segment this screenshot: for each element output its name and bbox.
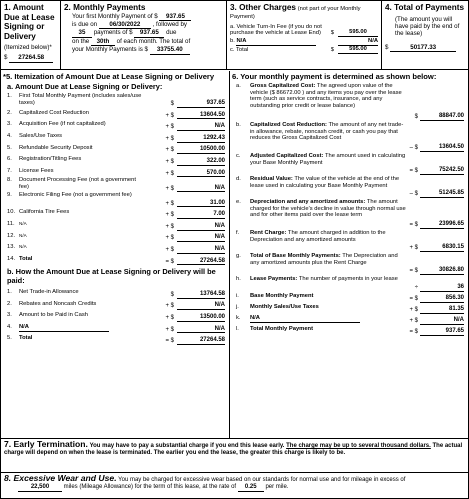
how-paid-items <box>1 287 229 345</box>
item-heading: N/A <box>250 315 360 323</box>
line-label: California Tire Fees <box>19 209 70 216</box>
line-number: 14. <box>7 255 16 262</box>
item-value: 75242.50 <box>420 167 464 175</box>
line-number: 2. <box>7 109 12 116</box>
line-number: 1. <box>7 92 12 99</box>
item-letter: j. <box>236 304 239 310</box>
line-value: N/A <box>177 246 225 254</box>
line-label: Total <box>19 255 33 262</box>
determination-item <box>230 326 468 336</box>
operator: + $ <box>165 200 174 207</box>
other-charges-total-label: c. Total <box>230 47 249 53</box>
line-value: 570.00 <box>177 170 225 178</box>
item-heading: Gross Capitalized Cost: <box>250 83 316 89</box>
line-label: N/A <box>19 220 27 226</box>
excess-mile-rate-value: 0.25 <box>238 484 264 492</box>
line-item <box>1 231 229 243</box>
monthly-payment-determination-section <box>230 71 468 438</box>
operator: + $ <box>165 135 174 142</box>
amount-due-currency: $ <box>4 54 8 62</box>
item-heading: Total Monthly Payment <box>250 326 314 332</box>
line-number: 1. <box>7 288 12 295</box>
total-of-payments-box <box>382 1 468 69</box>
operator: – $ <box>409 145 418 152</box>
other-charges-total-value: 595.00 <box>338 46 378 54</box>
item-letter: l. <box>236 326 239 332</box>
item-heading: Rent Charge: <box>250 230 287 236</box>
line-item <box>1 333 229 345</box>
item-value: N/A <box>420 317 464 325</box>
line-value: N/A <box>177 185 225 193</box>
line-number: 4. <box>7 323 12 330</box>
other-charges-title: 3. Other Charges <box>230 3 296 12</box>
monthly-total-value: 33755.40 <box>150 46 190 54</box>
line-number: 5. <box>7 144 12 151</box>
operator: + $ <box>165 124 174 131</box>
item-heading: Adjusted Capitalized Cost: <box>250 153 324 159</box>
total-of-payments-title: 4. Total of Payments <box>385 3 465 12</box>
item-value: 13604.50 <box>420 144 464 152</box>
line-value: 1292.43 <box>177 135 225 143</box>
item-letter: e. <box>236 199 241 205</box>
operator: + $ <box>165 170 174 177</box>
line-number: 3. <box>7 312 12 319</box>
determination-item <box>230 199 468 229</box>
currency-sign: $ <box>330 30 334 37</box>
determination-items <box>230 83 468 336</box>
item-value: 36 <box>420 284 464 292</box>
item-letter: f. <box>236 230 240 236</box>
line-label: Amount to be Paid in Cash <box>19 312 88 319</box>
other-charges-total-line <box>230 47 378 54</box>
line-label: Rebates and Noncash Credits <box>19 300 97 307</box>
mp-text-6: on the <box>72 37 90 45</box>
amount-due-title: 1. Amount Due at Lease Signing or Delivery <box>4 3 55 41</box>
determination-item <box>230 293 468 303</box>
line-label: Electronic Filing Fee (not a government fee) <box>19 192 132 199</box>
itemization-title: *5. Itemization of Amount Due at Lease Signing or Delivery <box>3 72 215 81</box>
line-value: 31.00 <box>177 200 225 208</box>
operator: + $ <box>165 314 174 321</box>
item-value: 30826.80 <box>420 267 464 275</box>
excessive-wear-text-1: You may be charged for excessive wear based on our standards for normal use and for mileage in excess of <box>118 477 406 483</box>
payment-value: 937.65 <box>134 29 164 37</box>
operator: ÷ <box>414 285 418 292</box>
item-letter: b. <box>236 122 241 128</box>
line-item <box>1 143 229 155</box>
line-value: 13500.00 <box>177 314 225 322</box>
num-payments-value: 35 <box>72 29 92 37</box>
amount-due-value: 27264.58 <box>9 54 53 62</box>
determination-item <box>230 276 468 292</box>
item-value: 937.65 <box>420 328 464 336</box>
determination-item <box>230 83 468 121</box>
line-value: N/A <box>177 302 225 310</box>
determination-item <box>230 153 468 175</box>
operator: = $ <box>409 268 418 275</box>
line-item <box>1 207 229 219</box>
operator: + $ <box>165 158 174 165</box>
itemization-section <box>1 71 230 438</box>
item-value: 6830.15 <box>420 244 464 252</box>
line-label: License Fees <box>19 167 54 174</box>
operator: + $ <box>165 112 174 119</box>
line-item <box>1 119 229 131</box>
line-label: N/A <box>19 232 27 238</box>
line-item <box>1 299 229 311</box>
line-label: Capitalized Cost Reduction <box>19 109 89 116</box>
operator: $ <box>414 114 418 121</box>
line-label: Acquisition Fee (if not capitalized) <box>19 121 106 128</box>
line-label: Net Trade-in Allowance <box>19 288 79 295</box>
item-description: The amount charged in addition to the Depreciation and any amortized amounts <box>250 230 386 243</box>
mileage-allowance-value: 22,500 <box>18 484 62 492</box>
line-value: N/A <box>177 326 225 334</box>
early-termination-text-2: The charge may be up to several thousand dollars. <box>286 443 431 449</box>
item-heading: Residual Value: <box>250 176 293 182</box>
line-label: Document Processing Fee (not a government fee) <box>19 177 136 191</box>
operator: + $ <box>409 307 418 314</box>
early-termination-title: 7. Early Termination. <box>4 439 88 449</box>
line-item <box>1 322 229 334</box>
mp-text-1: Your first Monthly Payment of $ <box>72 12 158 20</box>
operator: $ <box>170 291 174 298</box>
line-item <box>1 154 229 166</box>
other-charge-b-line <box>230 38 378 46</box>
line-item <box>1 166 229 178</box>
item-value: 88847.00 <box>420 113 464 121</box>
monthly-payments-title: 2. Monthly Payments <box>64 3 146 12</box>
item-description: The value of the vehicle at the end of the lease used in calculating your Base Monthly Payment <box>250 176 400 189</box>
amount-due-box <box>1 1 61 69</box>
how-paid-subtitle: b. How the Amount Due at Lease Signing or Delivery will be paid: <box>7 267 216 286</box>
line-item <box>1 192 229 207</box>
determination-title: 6. Your monthly payment is determined as shown below: <box>232 72 437 81</box>
excessive-wear-text-3: per mile. <box>265 484 289 490</box>
early-termination-text-3: The actual charge will depend on when the lease is terminated. The earlier you end the lease, the greater this charge is likely to be. <box>4 443 463 456</box>
early-termination-section <box>1 438 468 472</box>
determination-item <box>230 304 468 314</box>
amount-due-note: (Itemized below)* <box>4 44 52 51</box>
other-charge-b-label: b. <box>230 38 235 44</box>
vehicle-turn-in-fee-line <box>230 24 378 37</box>
line-number: 2. <box>7 300 12 307</box>
mp-text-7: of each month. The total of <box>116 37 191 45</box>
item-heading: Depreciation and any amortized amounts: <box>250 199 366 205</box>
item-heading: Base Monthly Payment <box>250 293 314 299</box>
vehicle-turn-in-fee-label: a. Vehicle Turn-In Fee (if you do not purchase the vehicle at Lease End) <box>230 23 322 37</box>
item-heading: Lease Payments: <box>250 276 298 282</box>
line-item <box>1 108 229 120</box>
amount-due-items <box>1 93 229 266</box>
operator: + $ <box>409 318 418 325</box>
line-item <box>1 310 229 322</box>
line-number: 9. <box>7 192 12 199</box>
line-value: 322.00 <box>177 158 225 166</box>
line-item <box>1 242 229 254</box>
operator: + $ <box>165 185 174 192</box>
line-number: 4. <box>7 132 12 139</box>
total-of-payments-note: (The amount you will have paid by the end of the lease) <box>395 15 460 38</box>
top-summary-row <box>1 1 468 70</box>
line-number: 12. <box>7 232 16 239</box>
operator: = $ <box>165 338 174 345</box>
line-item <box>1 254 229 266</box>
line-label: First Total Monthly Payment (includes sales/use taxes) <box>19 92 142 106</box>
item-letter: k. <box>236 315 241 321</box>
line-item <box>1 287 229 299</box>
item-heading: Total of Base Monthly Payments: <box>250 253 341 259</box>
operator: = $ <box>165 258 174 265</box>
other-charges-box <box>227 1 382 69</box>
operator: = $ <box>409 222 418 229</box>
first-payment-value: 937.65 <box>159 13 191 21</box>
operator: + $ <box>165 303 174 310</box>
item-description: The Depreciation and any amortized amounts plus the Rent Charge <box>250 253 398 266</box>
item-description: The amount of any net trade-in allowance, rebate, noncash credit, or cash you pay that reduces the Gross Capitalized Cost <box>250 122 404 142</box>
line-number: 10. <box>7 209 16 216</box>
mp-text-8: your Monthly Payments is $ <box>72 46 148 54</box>
mp-text-3: , followed by <box>152 20 187 28</box>
item-value: 81.35 <box>420 306 464 314</box>
line-number: 6. <box>7 156 12 163</box>
due-date-value: 06/30/2022 <box>99 21 151 29</box>
operator: + $ <box>165 326 174 333</box>
early-termination-text-1: You may have to pay a substantial charge if you end this lease early. <box>89 443 285 449</box>
line-item <box>1 93 229 108</box>
determination-item <box>230 230 468 252</box>
line-value: N/A <box>177 234 225 242</box>
mp-text-5: due <box>166 29 177 37</box>
item-letter: h. <box>236 276 241 282</box>
other-charges-note: (not part of your Monthly Payment) <box>230 6 361 21</box>
line-label: Refundable Security Deposit <box>19 144 93 151</box>
line-value: N/A <box>177 123 225 131</box>
line-value: 27264.58 <box>177 337 225 345</box>
line-label: N/A <box>19 244 27 250</box>
operator: – $ <box>409 191 418 198</box>
line-number: 11. <box>7 220 15 227</box>
operator: + $ <box>165 147 174 154</box>
determination-item <box>230 122 468 152</box>
operator: = $ <box>409 329 418 336</box>
line-value: 10500.00 <box>177 146 225 154</box>
item-letter: g. <box>236 253 241 259</box>
excessive-wear-section <box>1 472 468 498</box>
determination-item <box>230 315 468 325</box>
line-value: N/A <box>177 223 225 231</box>
operator: $ <box>170 101 174 107</box>
line-number: 5. <box>7 335 12 342</box>
item-value: 23996.65 <box>420 221 464 229</box>
line-number: 13. <box>7 244 16 251</box>
line-value: 13604.50 <box>177 112 225 120</box>
excessive-wear-text-2: miles (Mileage Allowance) for the term of this lease, at the rate of <box>63 484 237 490</box>
operator: + $ <box>165 223 174 230</box>
determination-item <box>230 253 468 275</box>
operator: + $ <box>165 246 174 253</box>
item-heading: Capitalized Cost Reduction: <box>250 122 327 128</box>
line-label: Registration/Titling Fees <box>19 156 82 163</box>
line-value: 13764.58 <box>177 291 225 299</box>
line-item <box>1 177 229 192</box>
line-value: 937.65 <box>177 100 225 108</box>
item-heading: Monthly Sales/Use Taxes <box>250 304 319 310</box>
payment-day-value: 30th <box>91 38 115 46</box>
other-charge-b-name: N/A <box>236 38 316 46</box>
excessive-wear-title: 8. Excessive Wear and Use. <box>4 473 117 483</box>
mp-text-4: payments of $ <box>93 29 133 37</box>
amount-due-subtitle: a. Amount Due at Lease Signing or Delivery: <box>7 82 163 91</box>
line-number: 8. <box>7 177 12 184</box>
line-label: Total <box>19 335 33 342</box>
line-number: 7. <box>7 167 12 174</box>
operator: = $ <box>409 168 418 175</box>
operator: = $ <box>409 296 418 303</box>
line-number: 3. <box>7 121 12 128</box>
item-letter: a. <box>236 83 241 89</box>
operator: + $ <box>409 245 418 252</box>
item-description: The number of payments in your lease <box>298 276 398 282</box>
item-letter: c. <box>236 153 241 159</box>
item-description: The agreed upon value of the vehicle ($ 86672.00 ) and any items you pay over the lease term (such as service contracts, insurance, and any outstanding prior credit or lease balance) <box>250 83 402 109</box>
item-letter: i. <box>236 293 239 299</box>
operator: + $ <box>165 212 174 219</box>
line-value: 27264.58 <box>177 258 225 266</box>
item-letter: d. <box>236 176 241 182</box>
total-of-payments-currency: $ <box>385 43 389 51</box>
other-charge-b-value: N/A <box>338 38 378 46</box>
item-description: The amount used in calculating your Base Monthly Payment <box>250 153 406 166</box>
item-description: The amount charged for the vehicle's decline in value through normal use and for other items paid over the lease term <box>250 199 406 219</box>
line-item <box>1 131 229 143</box>
item-value: 51245.85 <box>420 190 464 198</box>
line-value: 7.00 <box>177 211 225 219</box>
mp-text-2: is due on <box>72 20 98 28</box>
operator: + $ <box>165 235 174 242</box>
determination-item <box>230 176 468 198</box>
line-label: N/A <box>19 324 109 332</box>
line-item <box>1 219 229 231</box>
line-label: Sales/Use Taxes <box>19 132 63 139</box>
total-of-payments-value: 50177.33 <box>390 44 456 52</box>
vehicle-turn-in-fee-value: 595.00 <box>338 29 378 37</box>
item-value: 856.30 <box>420 295 464 303</box>
currency-sign: $ <box>330 47 334 53</box>
monthly-payments-box <box>61 1 227 69</box>
